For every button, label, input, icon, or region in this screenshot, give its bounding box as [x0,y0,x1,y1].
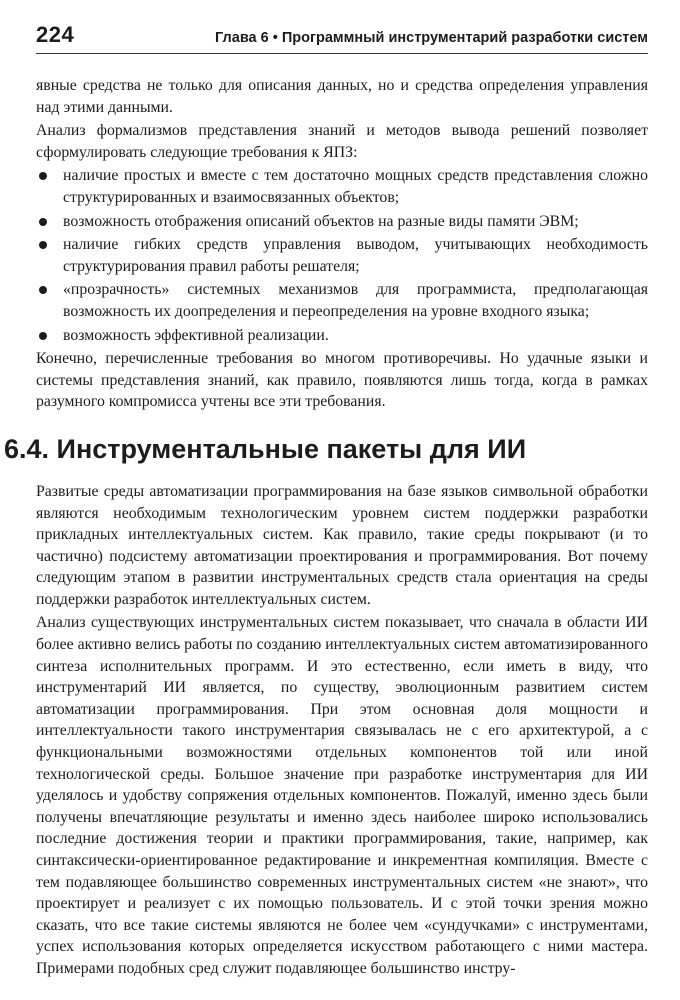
list-item [36,211,648,233]
bullet-icon [39,218,47,226]
section-paragraph: Анализ существующих инструментальных систем показывает, что сначала в области ИИ более активно велись работы по созданию интеллектуальных систем автоматизированного синтеза исполнительных программ. И это естественно, если иметь в виду, что инструментарий ИИ является, по существу, эволюционным развитием систем автоматизации программирования. При этом основная доля мощности и интеллектуальности такого инструментария связывалась не с его архитектурой, а с функциональными возможностями отдельных компонентов той или иной технологической среды. Большое значение при разработке инструментария для ИИ уделялось и удобству сопряжения отдельных компонентов. Пожалуй, именно здесь были получены впечатляющие результаты и именно здесь наиболее широко использовались последние достижения теории и практики программирования, такие, например, как синтаксически-ориентированное редактирование и инкрементная компиляция. Вместе с тем подавляющее большинство современных инструментальных систем «не знают», что проектирует и реализует с их помощью пользователь. И с этой точки зрения можно сказать, что все такие системы являются не более чем «сундучками» с инструментами, успех использования которых определяется искусством работающего с ними мастера. Примерами подобных сред служит подавляющее большинство инстру- [36,614,648,977]
list-item [36,234,648,277]
requirements-list [36,165,648,346]
page-header [36,22,648,54]
section-paragraph: Развитые среды автоматизации программирования на базе языков символьной обработки являются необходимым технологическим уровнем систем поддержки разработки прикладных интеллектуальных систем. Как правило, такие среды покрывают (и то частично) подсистему автоматизации проектирования и программирования. Вот почему следующим этапом в развитии инструментальных средств стала ориентация на среды поддержки разработок интеллектуальных систем. [36,482,648,608]
page-body [4,75,648,980]
running-head: Глава 6 • Программный инструментарий разработки систем [215,30,648,46]
bullet-icon [39,332,47,340]
page-number: 224 [36,22,75,47]
paragraph-continued: явные средства не только для описания данных, но и средства определения управления над этими данными. [36,77,648,116]
bullet-icon [39,241,47,249]
list-item [36,279,648,322]
list-item-text: возможность эффективной реализации. [63,326,329,344]
list-item-text: «прозрачность» системных механизмов для программиста, предполагающая возможность их доопределения и переопределения на уровне входного языка; [63,281,648,320]
list-item [36,325,648,347]
paragraph-conclusion: Конечно, перечисленные требования во многом противоречивы. Но удачные языки и системы представления знаний, как правило, появляются лишь тогда, когда в рамках разумного компромисса учтены все эти требования. [36,350,648,411]
paragraph-requirements-intro: Анализ формализмов представления знаний и методов вывода решений позволяет сформулировать следующие требования к ЯПЗ: [36,122,648,161]
bullet-icon [39,286,47,294]
list-item [36,165,648,208]
list-item-text: наличие гибких средств управления выводом, учитывающих необходимость структурирования правил работы решателя; [63,236,648,275]
list-item-text: наличие простых и вместе с тем достаточно мощных средств представления сложно структурированных и взаимосвязанных объектов; [63,167,648,206]
section-heading: 6.4. Инструментальные пакеты для ИИ [4,433,527,464]
list-item-text: возможность отображения описаний объектов на разные виды памяти ЭВМ; [63,212,579,230]
book-page [4,22,648,982]
bullet-icon [39,172,47,180]
